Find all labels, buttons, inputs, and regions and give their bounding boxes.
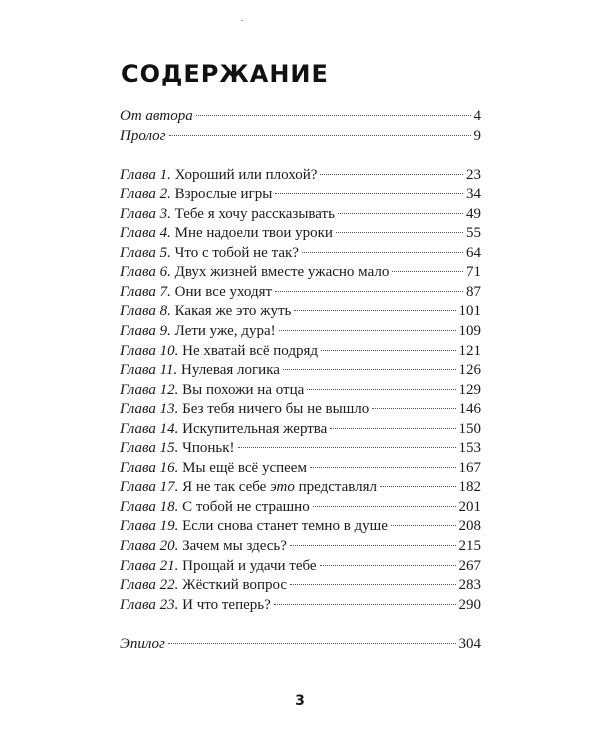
printer-mark [241, 20, 243, 21]
chapter-title: Искупительная жертва [182, 420, 328, 437]
chapter-prefix: Глава 12. [120, 381, 179, 398]
toc-entry-chapter [120, 439, 481, 459]
chapter-prefix: Глава 6. [120, 264, 171, 281]
page-number: 3 [295, 693, 305, 709]
toc-entry-chapter [120, 322, 481, 342]
dot-leader [310, 467, 456, 468]
chapter-prefix: Глава 20. [120, 538, 179, 555]
toc-entry-page: 182 [458, 479, 481, 496]
dot-leader [336, 232, 463, 233]
toc-entry-chapter [120, 302, 481, 322]
toc-entry-title [120, 537, 287, 557]
dot-leader [279, 330, 456, 331]
toc-entry-title [120, 302, 291, 322]
toc-entry-chapter [120, 478, 481, 498]
toc-entry-page: 304 [458, 635, 481, 652]
toc-entry-chapter [120, 537, 481, 557]
chapter-title: С тобой не страшно [182, 498, 310, 515]
chapter-title: Зачем мы здесь? [182, 538, 287, 555]
chapter-title: Что с тобой не так? [174, 244, 299, 261]
toc-entry-title [120, 361, 280, 381]
toc-entry-title [120, 205, 335, 225]
dot-leader [274, 604, 456, 605]
dot-leader [391, 525, 456, 526]
dot-leader [168, 643, 456, 644]
chapter-title: Не хватай всё подряд [182, 342, 319, 359]
chapter-title-part: представлял [298, 479, 378, 496]
dot-leader [313, 506, 456, 507]
toc-entry-chapter [120, 557, 481, 577]
chapter-prefix: Глава 14. [120, 420, 179, 437]
table-of-contents [120, 107, 481, 654]
dot-leader [320, 174, 463, 175]
toc-entry-page: 109 [458, 323, 481, 340]
dot-leader [275, 193, 463, 194]
dot-leader [307, 389, 455, 390]
toc-entry-title: Эпилог [120, 635, 165, 652]
chapter-title: Мне надоели твои уроки [174, 225, 333, 242]
chapter-title: Взрослые игры [174, 186, 273, 203]
toc-entry-chapter [120, 205, 481, 225]
toc-entry-chapter [120, 498, 481, 518]
toc-entry-title [120, 420, 327, 440]
toc-entry-chapter [120, 576, 481, 596]
dot-leader [302, 252, 463, 253]
toc-entry-title [120, 342, 318, 362]
toc-entry-page: 71 [466, 264, 481, 281]
chapter-title: Нулевая логика [181, 362, 280, 379]
chapter-prefix: Глава 10. [120, 342, 179, 359]
chapter-list [120, 166, 481, 616]
toc-entry-page: 55 [466, 225, 481, 242]
chapter-title: Вы похожи на отца [182, 381, 305, 398]
toc-entry-title [120, 459, 307, 479]
toc-entry-chapter [120, 517, 481, 537]
chapter-prefix: Глава 3. [120, 205, 171, 222]
toc-entry-page: 146 [458, 401, 481, 418]
toc-entry-title [120, 498, 310, 518]
toc-entry-chapter [120, 224, 481, 244]
chapter-prefix: Глава 13. [120, 401, 179, 418]
chapter-title: Если снова станет темно в душе [182, 518, 388, 535]
dot-leader [283, 369, 456, 370]
chapter-title: Прощай и удачи тебе [182, 557, 317, 574]
chapter-title: Они все уходят [174, 283, 273, 300]
toc-entry-page: 4 [473, 108, 481, 124]
toc-entry-title [120, 557, 317, 577]
chapter-prefix: Глава 11. [120, 362, 178, 379]
toc-entry-page: 153 [458, 440, 481, 457]
chapter-title: Двух жизней вместе ужасно мало [174, 264, 390, 281]
toc-entry-page: 208 [458, 518, 481, 535]
chapter-prefix: Глава 18. [120, 498, 179, 515]
chapter-title: Хороший или плохой? [174, 166, 318, 183]
toc-entry-page: 290 [458, 596, 481, 613]
dot-leader [338, 213, 463, 214]
toc-entry-title: От автора [120, 108, 193, 124]
toc-entry-title [120, 322, 276, 342]
toc-entry [120, 127, 481, 147]
chapter-title-part: Я не так себе [182, 479, 267, 496]
chapter-prefix: Глава 8. [120, 303, 171, 320]
toc-entry-page: 64 [466, 244, 481, 261]
toc-entry-chapter [120, 244, 481, 264]
toc-entry-page: 34 [466, 186, 481, 203]
dot-leader [290, 584, 455, 585]
toc-entry-chapter [120, 596, 481, 616]
toc-entry-page: 267 [458, 557, 481, 574]
toc-entry-chapter [120, 400, 481, 420]
toc-entry-page: 87 [466, 283, 481, 300]
chapter-title-emphasis: это [270, 479, 295, 496]
chapter-title: И что теперь? [182, 596, 271, 613]
page-title: СОДЕРЖАНИЕ [121, 60, 329, 88]
toc-entry-page: 167 [458, 459, 481, 476]
chapter-prefix: Глава 22. [120, 577, 179, 594]
chapter-title: Чпоньк! [182, 440, 235, 457]
toc-entry-chapter [120, 263, 481, 283]
chapter-prefix: Глава 17. [120, 479, 179, 496]
dot-leader [238, 447, 456, 448]
toc-entry-title: Пролог [120, 127, 166, 144]
chapter-prefix: Глава 1. [120, 166, 171, 183]
chapter-title: Мы ещё всё успеем [182, 459, 307, 476]
chapter-title: Тебе я хочу рассказывать [174, 205, 335, 222]
toc-entry-page: 129 [458, 381, 481, 398]
toc-entry-chapter [120, 185, 481, 205]
toc-entry-title [120, 596, 271, 616]
chapter-prefix: Глава 5. [120, 244, 171, 261]
toc-entry-page: 126 [458, 362, 481, 379]
chapter-title: Жёсткий вопрос [182, 577, 288, 594]
toc-entry-title [120, 576, 287, 596]
chapter-prefix: Глава 4. [120, 225, 171, 242]
dot-leader [392, 271, 463, 272]
toc-entry [120, 635, 481, 655]
toc-entry-chapter [120, 283, 481, 303]
toc-entry-page: 283 [458, 577, 481, 594]
toc-entry-chapter [120, 381, 481, 401]
toc-entry-chapter [120, 459, 481, 479]
toc-entry-chapter [120, 342, 481, 362]
toc-entry-title [120, 439, 235, 459]
chapter-prefix: Глава 16. [120, 459, 179, 476]
toc-entry-title [120, 283, 272, 303]
toc-entry-chapter [120, 420, 481, 440]
toc-entry-page: 215 [458, 538, 481, 555]
chapter-prefix: Глава 2. [120, 186, 171, 203]
toc-entry-title [120, 263, 389, 283]
toc-entry-chapter [120, 361, 481, 381]
chapter-prefix: Глава 7. [120, 283, 171, 300]
chapter-prefix: Глава 21. [120, 557, 179, 574]
toc-entry-title [120, 166, 317, 186]
toc-entry-title [120, 381, 304, 401]
dot-leader [320, 565, 456, 566]
toc-entry-title [120, 244, 299, 264]
chapter-prefix: Глава 23. [120, 596, 179, 613]
toc-entry-title [120, 185, 272, 205]
toc-entry-page: 201 [458, 498, 481, 515]
dot-leader [196, 115, 471, 116]
dot-leader [321, 350, 455, 351]
dot-leader [294, 310, 455, 311]
dot-leader [169, 135, 471, 136]
toc-entry-page: 121 [458, 342, 481, 359]
section-gap [120, 146, 481, 166]
chapter-prefix: Глава 15. [120, 440, 179, 457]
chapter-prefix: Глава 9. [120, 323, 171, 340]
toc-entry-title [120, 224, 333, 244]
section-gap [120, 615, 481, 635]
chapter-prefix: Глава 19. [120, 518, 179, 535]
dot-leader [372, 408, 455, 409]
chapter-title: Какая же это жуть [174, 303, 292, 320]
toc-entry-page: 150 [458, 420, 481, 437]
toc-entry-chapter [120, 166, 481, 186]
toc-entry-page: 49 [466, 205, 481, 222]
dot-leader [380, 486, 455, 487]
toc-entry-page: 9 [473, 127, 481, 144]
chapter-title: Лети уже, дура! [174, 323, 276, 340]
toc-entry-title [120, 400, 369, 420]
dot-leader [330, 428, 455, 429]
toc-entry-title [120, 517, 388, 537]
toc-entry-page: 101 [458, 303, 481, 320]
dot-leader [275, 291, 463, 292]
toc-entry [120, 107, 481, 127]
toc-entry-page: 23 [466, 166, 481, 183]
toc-entry-title [120, 478, 377, 498]
chapter-title: Без тебя ничего бы не вышло [182, 401, 370, 418]
dot-leader [290, 545, 456, 546]
